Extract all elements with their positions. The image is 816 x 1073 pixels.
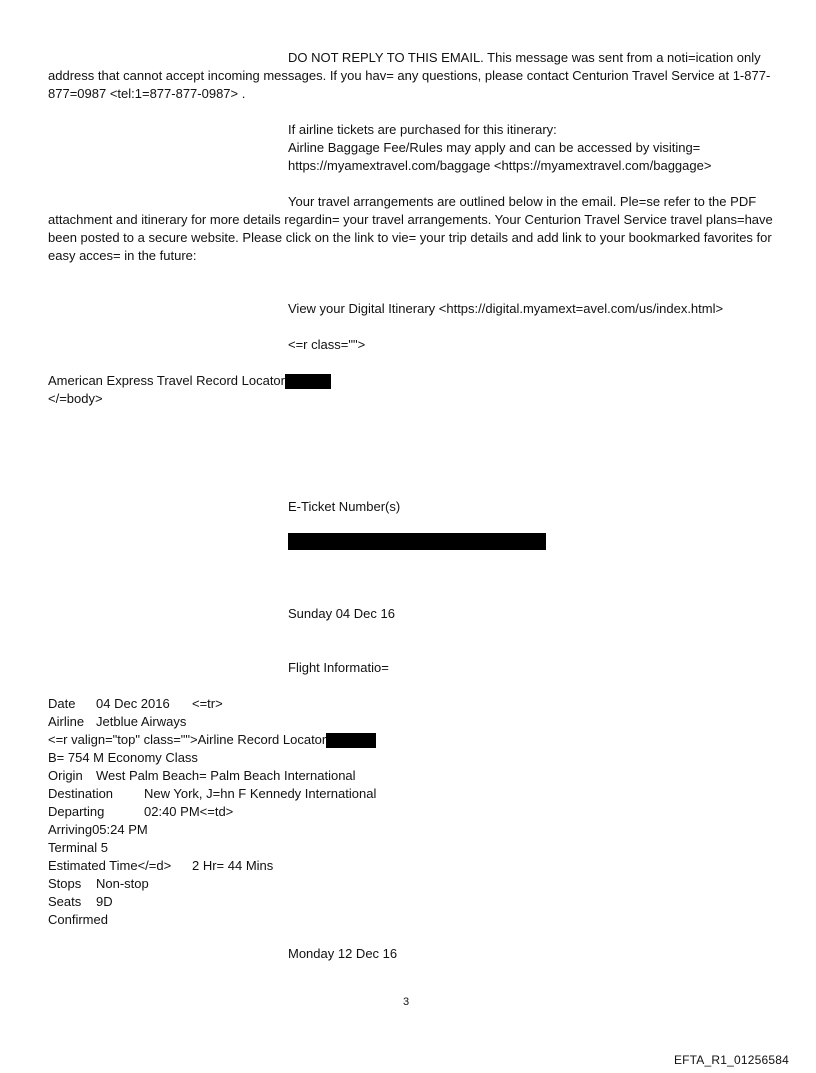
notice-text-rest: address that cannot accept incoming messages. If you hav= any questions, please contact Centurion Travel Service at 1-877-877=0987 <tel:1=877-877-0987> .	[48, 68, 771, 101]
stops-label: Stops	[48, 876, 82, 891]
notice-text-first: DO NOT REPLY TO THIS EMAIL. This message was sent from a noti=ication only	[288, 50, 761, 65]
redaction-block	[288, 533, 546, 550]
arrangements-paragraph	[48, 193, 778, 265]
baggage-link[interactable]: https://myamextravel.com/baggage <https://myamextravel.com/baggage>	[288, 158, 712, 173]
flight-origin-row	[48, 767, 356, 785]
record-locator-label: American Express Travel Record Locator	[48, 373, 285, 388]
flight-terminal: Terminal 5	[48, 840, 108, 855]
airline-label: Airline	[48, 714, 85, 729]
airline-locator-label: <=r valign="top" class="">Airline Record Locator	[48, 732, 327, 747]
airline-value: Jetblue Airways	[96, 714, 187, 729]
flight-airline-row	[48, 713, 186, 731]
flight-estimated-row	[48, 857, 273, 875]
flight-class: B= 754 M Economy Class	[48, 750, 198, 765]
flight-status: Confirmed	[48, 912, 108, 927]
date-label: Date	[48, 696, 76, 711]
flight-arriving-row	[48, 821, 148, 839]
flight-info-heading: Flight Informatio=	[288, 660, 389, 675]
stops-value: Non-stop	[96, 876, 149, 891]
seats-label: Seats	[48, 894, 82, 909]
flight-departing-row	[48, 803, 233, 821]
origin-label: Origin	[48, 768, 83, 783]
notice-paragraph	[48, 49, 778, 103]
departing-label: Departing	[48, 804, 105, 819]
digital-itinerary-link[interactable]: View your Digital Itinerary <https://digital.myamext=avel.com/us/index.html>	[288, 301, 724, 316]
page-number: 3	[403, 996, 410, 1008]
flight-locator-row	[48, 731, 376, 749]
record-locator-row	[48, 372, 331, 390]
flight-date-row	[48, 695, 223, 713]
document-id: EFTA_R1_01256584	[673, 1053, 789, 1067]
flight-stops-row	[48, 875, 149, 893]
date-tag: <=tr>	[192, 696, 223, 711]
date-heading-monday: Monday 12 Dec 16	[288, 946, 398, 961]
arrangements-text-first: Your travel arrangements are outlined below in the email. Ple=se refer to the	[288, 194, 727, 209]
arrangements-text-rest: PDF attachment and itinerary for more details regardin= your travel arrangements. Your Centurion Travel Service travel plans=have been posted to a secure website. Please click on the link to vie= your trip details and add link to your bookmarked favorites for easy acces= in the future:	[48, 194, 773, 263]
departing-value: 02:40 PM<=td>	[144, 804, 234, 819]
html-tag-r: <=r class="">	[288, 337, 366, 352]
body-close-tag: </=body>	[48, 391, 103, 406]
redaction-block	[326, 733, 376, 748]
redaction-block	[285, 374, 331, 389]
baggage-line-1: If airline tickets are purchased for this itinerary:	[288, 122, 557, 137]
eticket-redaction-row	[288, 532, 546, 550]
date-value: 04 Dec 2016	[96, 696, 170, 711]
date-heading-sunday: Sunday 04 Dec 16	[288, 606, 395, 621]
estimated-label: Estimated Time</=d>	[48, 858, 172, 873]
eticket-label: E-Ticket Number(s)	[288, 499, 401, 514]
baggage-line-2: Airline Baggage Fee/Rules may apply and can be accessed by visiting=	[288, 140, 701, 155]
destination-label: Destination	[48, 786, 114, 801]
seats-value: 9D	[96, 894, 113, 909]
destination-value: New York, J=hn F Kennedy International	[144, 786, 377, 801]
estimated-value: 2 Hr= 44 Mins	[192, 858, 274, 873]
flight-seats-row	[48, 893, 113, 911]
arriving-value: 05:24 PM	[92, 822, 148, 837]
arriving-label: Arriving	[48, 822, 93, 837]
flight-destination-row	[48, 785, 376, 803]
origin-value: West Palm Beach= Palm Beach International	[96, 768, 356, 783]
